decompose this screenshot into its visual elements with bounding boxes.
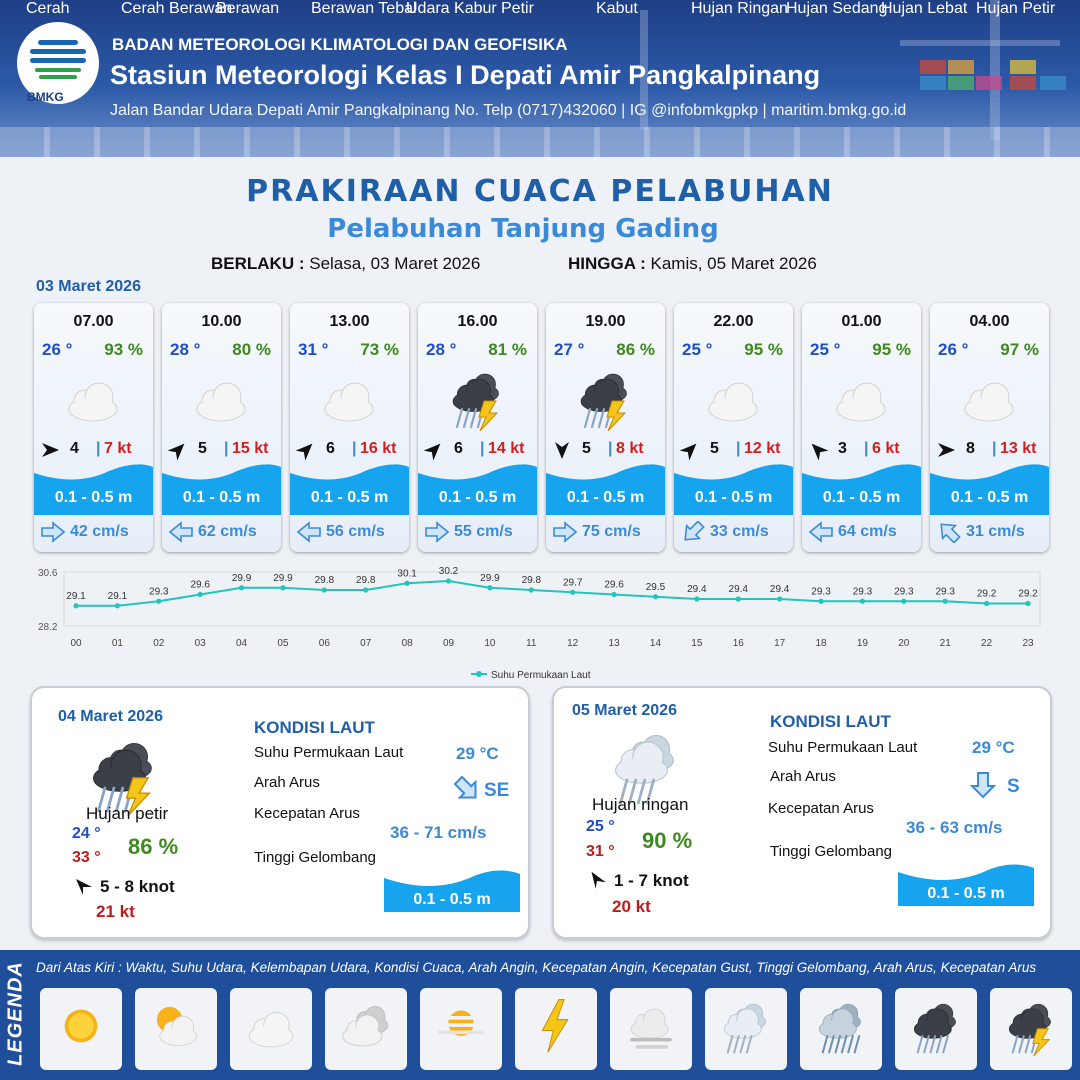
current-row [34,517,153,547]
wind-separator: | [864,440,869,457]
sst-series-line [76,581,1028,606]
sst-point [487,585,492,590]
wind-speed: 6 [454,440,463,457]
weather-icon [572,365,638,431]
forecast-humidity: 86 % [616,340,655,359]
panel-gust: 21 kt [96,902,135,921]
forecast-humidity: 95 % [744,340,783,359]
wave-height-value: 0.1 - 0.5 m [927,885,1005,902]
current-speed-value: 36 - 71 cm/s [390,823,487,842]
current-direction-icon [40,521,66,543]
forecast-temp: 28 ° [426,340,457,359]
legend-item [135,988,217,1070]
legend-item-label: Cerah [26,0,70,17]
x-tick-label: 11 [526,638,537,649]
wind-speed: 4 [70,440,79,457]
wind-direction-icon [296,440,316,460]
forecast-humidity: 81 % [488,340,527,359]
legend-item [610,988,692,1070]
wind-separator: | [480,440,485,457]
sst-value-label: 29.3 [894,586,914,598]
current-dir-value: S [1007,776,1020,797]
panel-condition: Hujan petir [86,804,169,823]
legend-item-label: Berawan Tebal [311,0,417,17]
wind-row [296,438,404,462]
sst-point [860,599,865,604]
gust-speed: 8 kt [616,440,644,457]
sst-point [943,599,948,604]
wind-speed: 3 [838,440,847,457]
current-speed: 64 cm/s [838,523,897,540]
sst-point [529,587,534,592]
forecast-time: 04.00 [969,313,1010,330]
cloud-icon [188,365,254,431]
day-panel-05 [552,686,1052,939]
wind-speed: 5 [710,440,719,457]
sst-value-label: 29.3 [935,586,955,598]
sst-point [777,596,782,601]
sun-icon [51,996,111,1056]
wind-speed: 5 [582,440,591,457]
panel-temp-max: 31 ° [586,843,615,860]
current-speed: 33 cm/s [710,523,769,540]
sst-value-label: 29.4 [728,584,748,595]
current-speed: 55 cm/s [454,523,513,540]
forecast-card [162,303,281,552]
x-tick-label: 14 [649,638,662,649]
cloud-icon [828,365,894,431]
kondisi-laut-title: KONDISI LAUT [254,718,375,737]
forecast-card [418,303,537,552]
current-row [290,517,409,547]
sst-point [363,587,368,592]
current-row [674,517,793,547]
sst-point [198,592,203,597]
sst-point [115,603,120,608]
sun-cloud-icon [146,996,206,1056]
gust-speed: 13 kt [1000,440,1037,457]
panel-date: 05 Maret 2026 [572,702,677,719]
wave-height: 0.1 - 0.5 m [822,489,901,506]
legend-item-label: Berawan [216,0,280,17]
wave-height-label: Tinggi Gelombang [254,849,377,866]
current-speed: 31 cm/s [966,523,1025,540]
legend-item [705,988,787,1070]
wave-height: 0.1 - 0.5 m [950,489,1029,506]
current-direction-icon [452,776,482,802]
legend-item [325,988,407,1070]
lightning-icon [526,996,586,1056]
sst-value-label: 29.8 [314,575,335,586]
forecast-card [674,303,793,552]
current-dir-label: Arah Arus [254,774,320,791]
sst-value-label: 30.1 [397,568,417,580]
x-tick-label: 08 [401,638,413,649]
sst-chart [30,564,1050,684]
current-row [930,517,1049,547]
legend-item-label: Hujan Ringan [691,0,788,17]
sst-value-label: 29.6 [604,579,624,591]
x-tick-label: 07 [360,638,372,649]
thunderstorm-icon [1001,996,1061,1056]
sst-point [984,601,989,606]
sst-value-label: 29.9 [231,572,252,584]
page-title: PRAKIRAAN CUACA PELABUHAN [246,174,834,209]
valid-from [211,254,480,274]
legend-item [800,988,882,1070]
current-speed: 42 cm/s [70,523,129,540]
x-tick-label: 01 [111,638,123,649]
x-tick-label: 03 [194,638,206,649]
x-tick-label: 05 [277,638,289,649]
valid-from-label: BERLAKU : [211,254,305,273]
wind-separator: | [992,440,997,457]
x-tick-label: 20 [898,638,910,649]
current-speed: 75 cm/s [582,523,641,540]
wind-direction-icon [936,440,956,460]
legend-label: Suhu Permukaan Laut [491,670,591,681]
wave-height: 0.1 - 0.5 m [182,489,261,506]
station-name: Stasiun Meteorologi Kelas I Depati Amir Pangkalpinang [110,60,821,90]
overcast-icon [336,996,396,1056]
legend-description: Dari Atas Kiri : Waktu, Suhu Udara, Kelembapan Udara, Kondisi Cuaca, Arah Angin, Kecepatan Angin, Kecepatan Gust, Tinggi Gelombang, Arah Arus, Kecepatan Arus [36,960,1037,975]
x-tick-label: 17 [774,638,786,649]
sst-point [694,596,699,601]
current-dir-value: SE [484,780,510,801]
wind-separator: | [352,440,357,457]
x-tick-label: 15 [691,638,703,649]
valid-to-value: Kamis, 05 Maret 2026 [650,254,817,273]
legend-item [895,988,977,1070]
forecast-time: 16.00 [457,313,498,330]
sst-point [1025,601,1030,606]
x-tick-label: 23 [1022,638,1034,649]
forecast-card [802,303,921,552]
wave-height: 0.1 - 0.5 m [438,489,517,506]
sst-point [570,590,575,595]
legend-item [40,988,122,1070]
wind-speed: 6 [326,440,335,457]
sst-value-label: 29.4 [769,584,790,595]
legend-item [990,988,1072,1070]
wind-separator: | [608,440,613,457]
forecast-humidity: 95 % [872,340,911,359]
x-tick-label: 04 [236,638,248,649]
fog-icon [621,996,681,1056]
wind-direction-icon [424,440,444,460]
forecast-temp: 27 ° [554,340,585,359]
current-row [546,517,665,547]
panel-humidity: 90 % [642,828,693,853]
wave-height-label: Tinggi Gelombang [770,843,893,860]
forecast-temp: 31 ° [298,340,329,359]
weather-icon [700,365,766,431]
legend-item-label: Hujan Petir [976,0,1056,17]
weather-icon [956,365,1022,431]
legend-item [420,988,502,1070]
sst-point [611,592,616,597]
wind-direction-icon [808,440,828,460]
sst-point [322,587,327,592]
sst-value-label: 29.9 [480,572,500,584]
sst-value-label: 29.3 [149,586,169,598]
y-tick-label: 28.2 [38,622,58,633]
sst-point [736,596,741,601]
wind-direction-icon [40,440,60,460]
current-speed: 56 cm/s [326,523,385,540]
wind-row [40,438,148,462]
legend-item-label: Hujan Sedang [786,0,888,17]
current-speed-value: 36 - 63 cm/s [906,818,1003,837]
forecast-time: 10.00 [201,313,242,330]
cloud-icon [60,365,126,431]
thunderstorm-icon [572,365,638,431]
panel-temp-min: 24 ° [72,825,101,842]
sst-point [901,599,906,604]
wind-direction-icon [74,877,94,897]
x-tick-label: 18 [815,638,827,649]
gust-speed: 15 kt [232,440,269,457]
wave-height: 0.1 - 0.5 m [566,489,645,506]
current-direction-icon [936,521,962,543]
legend-item [515,988,597,1070]
wave-height: 0.1 - 0.5 m [54,489,133,506]
legend-item-label: Cerah Berawan [121,0,233,17]
legend-item-label: Udara Kabur [406,0,497,17]
sst-point [156,599,161,604]
forecast-time: 22.00 [713,313,754,330]
sst-point [280,585,285,590]
x-tick-label: 09 [442,638,455,649]
legend-item-label: Kabut [596,0,638,17]
forecast-temp: 28 ° [170,340,201,359]
forecast-temp: 26 ° [42,340,73,359]
x-tick-label: 16 [732,638,744,649]
x-tick-label: 22 [981,638,993,649]
forecast-humidity: 93 % [104,340,143,359]
sst-value-label: 29.4 [687,584,707,595]
cloud-icon [316,365,382,431]
sst-value-label: 29.1 [107,590,128,602]
wind-direction-icon [168,440,188,460]
x-tick-label: 21 [939,638,951,649]
panel-wind: 5 - 8 knot [100,877,175,896]
wind-row [808,438,916,462]
header-banner [0,0,1080,157]
current-speed-label: Kecepatan Arus [254,805,360,822]
sst-value-label: 29.9 [273,572,293,584]
gust-speed: 7 kt [104,440,132,457]
panel-temp-max: 33 ° [72,849,101,866]
wind-separator: | [736,440,741,457]
day1-date: 03 Maret 2026 [36,278,141,295]
x-tick-label: 12 [567,638,579,649]
weather-icon [188,365,254,431]
forecast-time: 13.00 [329,313,370,330]
sst-point [239,585,244,590]
sst-value-label: 29.5 [645,581,666,593]
weather-icon [60,365,126,431]
gust-speed: 14 kt [488,440,525,457]
agency-name: BADAN METEOROLOGI KLIMATOLOGI DAN GEOFISIKA [112,35,568,54]
x-tick-label: 02 [153,638,165,649]
kondisi-laut-title: KONDISI LAUT [770,712,891,731]
sst-value-label: 29.3 [811,586,831,598]
wind-separator: | [96,440,101,457]
valid-from-value: Selasa, 03 Maret 2026 [309,254,481,273]
current-row [418,517,537,547]
thunderstorm-icon [444,365,510,431]
wind-row [680,438,788,462]
panel-humidity: 86 % [128,834,179,859]
sst-value-label: 29.3 [852,586,873,598]
wave-height-value: 0.1 - 0.5 m [413,891,491,908]
panel-gust: 20 kt [612,897,651,916]
sst-point [818,599,823,604]
gust-speed: 16 kt [360,440,397,457]
station-address: Jalan Bandar Udara Depati Amir Pangkalpinang No. Telp (0717)432060 | IG @infobmkgpkp | maritim.bmkg.go.id [110,102,907,119]
sst-value: 29 °C [972,738,1015,757]
current-direction-icon [970,770,996,800]
wind-speed: 5 [198,440,207,457]
haze-icon [431,996,491,1056]
wind-row [424,438,532,462]
sst-value-label: 29.8 [356,575,376,586]
forecast-time: 07.00 [73,313,114,330]
forecast-card [930,303,1049,552]
sst-value-label: 29.2 [1018,588,1038,600]
current-direction-icon [552,521,578,543]
wind-direction-icon [680,440,700,460]
cloud-icon [700,365,766,431]
valid-to [568,254,817,274]
sst-label: Suhu Permukaan Laut [768,739,918,756]
forecast-time: 01.00 [841,313,882,330]
sst-point [405,581,410,586]
current-direction-icon [424,521,450,543]
sst-value-label: 29.8 [521,575,542,586]
forecast-temp: 25 ° [810,340,841,359]
x-tick-label: 13 [608,638,620,649]
x-tick-label: 00 [70,638,82,649]
panel-temp-min: 25 ° [586,818,615,835]
logo-text: BMKG [27,90,64,104]
sst-value-label: 29.2 [976,588,997,600]
forecast-temp: 26 ° [938,340,969,359]
forecast-humidity: 80 % [232,340,271,359]
current-direction-icon [168,521,194,543]
wind-speed: 8 [966,440,975,457]
current-speed-label: Kecepatan Arus [768,800,874,817]
legend-bar [0,950,1080,1080]
legend-marker [476,671,482,677]
weather-icon [444,365,510,431]
forecast-humidity: 73 % [360,340,399,359]
light-rain-icon [716,996,776,1056]
current-row [802,517,921,547]
port-name: Pelabuhan Tanjung Gading [327,214,719,244]
sst-value-label: 30.2 [438,566,459,577]
sst-label: Suhu Permukaan Laut [254,744,404,761]
wind-separator: | [224,440,229,457]
panel-condition: Hujan ringan [592,795,689,814]
sst-point [653,594,658,599]
wind-row [552,438,660,462]
panel-date: 04 Maret 2026 [58,708,163,725]
forecast-time: 19.00 [585,313,626,330]
weather-icon [316,365,382,431]
sst-point [73,603,78,608]
sst-value: 29 °C [456,744,499,763]
forecast-card [546,303,665,552]
x-tick-label: 06 [318,638,330,649]
y-tick-label: 30.6 [38,568,58,579]
wind-row [936,438,1044,462]
x-tick-label: 19 [856,638,868,649]
sst-value-label: 29.6 [190,579,210,591]
current-speed: 62 cm/s [198,523,257,540]
current-direction-icon [680,521,706,543]
moderate-rain-icon [811,996,871,1056]
weather-icon [828,365,894,431]
current-dir-label: Arah Arus [770,768,836,785]
sst-value-label: 29.7 [562,577,583,589]
wave-height: 0.1 - 0.5 m [694,489,773,506]
forecast-card [290,303,409,552]
wave-height: 0.1 - 0.5 m [310,489,389,506]
forecast-temp: 25 ° [682,340,713,359]
sst-point [446,578,451,583]
legend-item-label: Hujan Lebat [881,0,968,17]
legend-title: LEGENDA [4,961,27,1066]
current-direction-icon [808,521,834,543]
legend-item [230,988,312,1070]
forecast-card [34,303,153,552]
current-row [162,517,281,547]
wind-direction-icon [588,871,608,891]
gust-speed: 12 kt [744,440,781,457]
day-panel-04 [30,686,530,939]
heavy-rain-icon [906,996,966,1056]
chart-plot-area [64,572,1040,626]
panel-wind: 1 - 7 knot [614,871,689,890]
cloud-icon [956,365,1022,431]
forecast-humidity: 97 % [1000,340,1039,359]
current-direction-icon [296,521,322,543]
x-tick-label: 10 [484,638,496,649]
legend-item-label: Petir [501,0,534,17]
wind-row [168,438,276,462]
gust-speed: 6 kt [872,440,900,457]
cloudy-icon [241,996,301,1056]
wind-direction-icon [552,440,572,460]
valid-to-label: HINGGA : [568,254,646,273]
sst-value-label: 29.1 [66,590,86,602]
